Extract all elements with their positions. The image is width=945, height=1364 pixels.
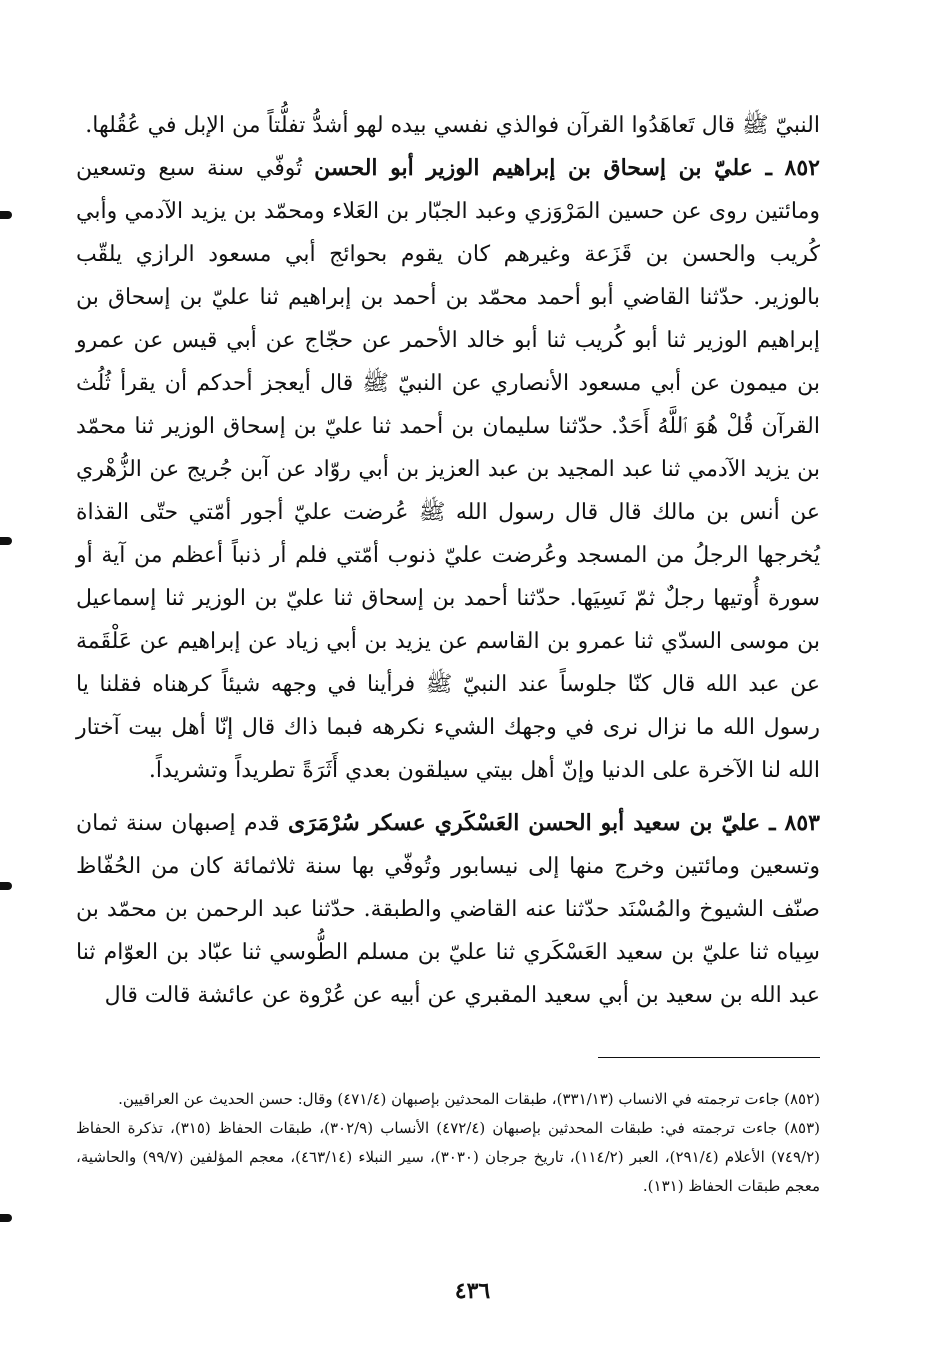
page-number: ٤٣٦ <box>454 1278 491 1304</box>
intro-paragraph <box>76 104 820 147</box>
entry-852 <box>76 147 820 792</box>
entry-852-heading: ٨٥٢ ـ عليّ بن إسحاق بن إبراهيم الوزير أبو الحسن <box>314 155 820 181</box>
scan-edge-mark <box>0 537 12 545</box>
footnote-separator <box>598 1057 820 1058</box>
entry-853 <box>76 802 820 1017</box>
footnote-853: (٨٥٣) جاءت ترجمته في: طبقات المحدثين بإصبهان (٤٧٢/٤) الأنساب (٣٠٢/٩)، طبقات الحفاظ (٣١٥)، تذكرة الحفاظ (٧٤٩/٢) الأعلام (٢٩١/٤)، العبر (١١٤/٢)، تاريخ جرجان (٣٠٣٠)، سير النبلاء (٤٦٣/١٤)، معجم المؤلفين (٩٩/٧) والحاشية، معجم طبقات الحفاظ (١٣١). <box>76 1119 820 1195</box>
intro-text: النبيّ ﷺ قال تَعاهَدُوا القرآن فوالذي نفسي بيده لهو أشدُّ تفلُّتاً من الإبل في عُقُلها. <box>85 113 820 138</box>
scan-edge-mark <box>0 211 12 219</box>
footnotes <box>76 1085 820 1201</box>
main-text <box>76 104 820 1017</box>
scan-edge-mark <box>0 882 12 890</box>
entry-853-body: قدم إصبهان سنة ثمان وتسعين ومائتين وخرج منها إلى نيسابور وتُوفّي بها سنة ثلاثمائة كان من الحُفّاظ صنّف الشيوخ والمُسْنَد حدّثنا عنه القاضي والطبقة. حدّثنا عبد الرحمن بن محمّد بن سِياه ثنا عليّ بن سعيد العَسْكَري ثنا عليّ بن مسلم الطُّوسي ثنا عبّاد بن العوّام ثنا عبد الله بن سعيد بن أبي سعيد المقبري عن أبيه عن عُرْوة عن عائشة قالت قال <box>76 811 820 1008</box>
scan-edge-mark <box>0 1214 12 1222</box>
footnote-852: (٨٥٢) جاءت ترجمته في الانساب (٣٣١/١٣)، طبقات المحدثين بإصبهان (٤٧١/٤) وقال: حسن الحديث عن العراقيين. <box>118 1090 820 1108</box>
entry-853-heading: ٨٥٣ ـ عليّ بن سعيد أبو الحسن العَسْكَري عسكر سُرْمَرَى <box>288 810 820 836</box>
entry-852-body: تُوفّي سنة سبع وتسعين ومائتين روى عن حسين المَرْوَزي وعبد الجبّار بن العَلاء ومحمّد بن يزيد الآدمي وأبي كُريب والحسن بن قَزَعة وغيرهم كان يقوم بحوائج أبي مسعود الرازي يلقّب بالوزير. حدّثنا القاضي أبو أحمد محمّد بن أحمد بن إبراهيم ثنا عليّ بن إسحاق بن إبراهيم الوزير ثنا أبو كُريب ثنا أبو خالد الأحمر عن حجّاج عن أبي قيس عن عمرو بن ميمون عن أبي مسعود الأنصاري عن النبيّ ﷺ قال أيعجز أحدكم أن يقرأ ثُلُث القرآن قُلْ هُوَ ٱللَّهُ أَحَدٌ. حدّثنا سليمان بن أحمد ثنا عليّ بن إسحاق الوزير ثنا محمّد بن يزيد الآدمي ثنا عبد المجيد بن عبد العزيز بن أبي روّاد عن آبن جُريج عن الزُّهْري عن أنس بن مالك قال قال رسول الله ﷺ عُرضت عليّ أجور أمّتي حتّى القذاة يُخرجها الرجلُ من المسجد وعُرضت عليّ ذنوب أمّتي فلم أر ذنباً أعظم من آية أو سورة أُوتيها رجلٌ ثمّ نَسِيَها. حدّثنا أحمد بن إسحاق ثنا عليّ بن الوزير ثنا إسماعيل بن موسى السدّي ثنا عمرو بن القاسم عن يزيد بن أبي زياد عن إبراهيم عن عَلْقَمة عن عبد الله قال كنّا جلوساً عند النبيّ ﷺ فرأينا في وجهه شيئاً كرهناه فقلنا يا رسول الله ما نزال نرى في وجهك الشيء نكرهه فبما ذاك قال إنّا أهل بيت آختار الله لنا الآخرة على الدنيا وإنّ أهل بيتي سيلقون بعدي أَثَرَةً تطريداً وتشريداً. <box>76 156 821 783</box>
